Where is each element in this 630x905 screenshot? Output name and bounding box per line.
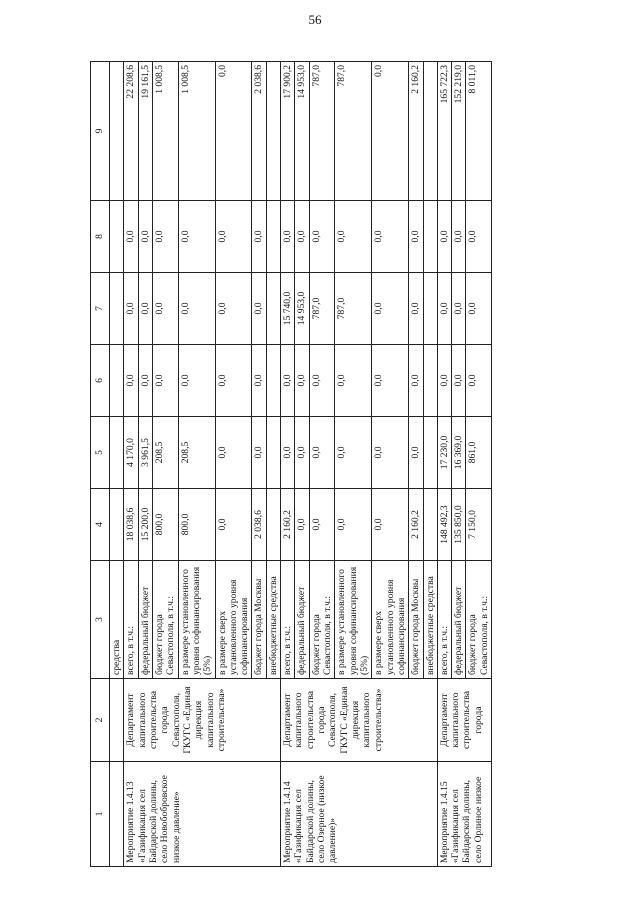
total-cell: 14 953,0 — [295, 62, 309, 201]
value-cell: 16 369,0 — [452, 417, 466, 489]
value-cell: 0,0 — [215, 201, 252, 273]
value-cell: 15 740,0 — [281, 273, 295, 345]
value-cell: 0,0 — [409, 345, 423, 417]
value-cell: 0,0 — [372, 417, 409, 489]
total-cell: 0,0 — [372, 62, 409, 201]
total-cell: 1 008,5 — [152, 62, 178, 201]
total-cell: 2 160,2 — [409, 62, 423, 201]
value-cell: 0,0 — [409, 417, 423, 489]
total-cell: 787,0 — [309, 62, 335, 201]
value-cell: 0,0 — [372, 273, 409, 345]
empty-cell — [110, 762, 124, 867]
source-cell: бюджет города Севастополя, в т.ч.: — [152, 561, 178, 679]
value-cell — [423, 273, 437, 345]
value-cell: 0,0 — [281, 417, 295, 489]
total-cell: 19 161,5 — [138, 62, 152, 201]
empty-cell — [110, 62, 124, 201]
value-cell: 0,0 — [124, 273, 138, 345]
value-cell: 0,0 — [372, 489, 409, 561]
value-cell: 0,0 — [281, 201, 295, 273]
header-cell: 3 — [91, 561, 110, 679]
value-cell: 0,0 — [252, 417, 266, 489]
header-row — [91, 62, 110, 867]
empty-cell — [110, 273, 124, 345]
executor-cell: Департамент капитального строительства города Севастополя, ГКУГС «Единая дирекция капитального строительства» — [124, 679, 281, 762]
value-cell: 0,0 — [152, 273, 178, 345]
measure-name-cell: Мероприятие 1.4.13 «Газификация сел Байдарской долины, село Новобобровское низкое давление» — [124, 762, 281, 867]
value-cell — [266, 273, 280, 345]
value-cell: 861,0 — [466, 417, 492, 489]
value-cell: 0,0 — [335, 489, 372, 561]
funding-table — [90, 61, 492, 867]
value-cell: 135 850,0 — [452, 489, 466, 561]
value-cell: 0,0 — [138, 345, 152, 417]
value-cell: 0,0 — [252, 345, 266, 417]
header-cell: 1 — [91, 762, 110, 867]
value-cell: 0,0 — [409, 273, 423, 345]
value-cell: 0,0 — [252, 273, 266, 345]
value-cell: 0,0 — [309, 201, 335, 273]
source-cell: в размере сверх установленного уровня софинансирования — [372, 561, 409, 679]
source-cell: бюджет города Москвы — [409, 561, 423, 679]
header-cell: 4 — [91, 489, 110, 561]
empty-cell — [110, 489, 124, 561]
header-cell: 8 — [91, 201, 110, 273]
value-cell: 7 150,0 — [466, 489, 492, 561]
table-row — [281, 62, 295, 867]
value-cell: 0,0 — [309, 345, 335, 417]
value-cell: 0,0 — [309, 489, 335, 561]
value-cell: 0,0 — [452, 345, 466, 417]
page-number: 56 — [308, 12, 322, 27]
value-cell: 800,0 — [152, 489, 178, 561]
total-cell — [423, 62, 437, 201]
value-cell — [423, 417, 437, 489]
value-cell: 0,0 — [409, 201, 423, 273]
value-cell: 0,0 — [281, 345, 295, 417]
empty-cell — [110, 679, 124, 762]
value-cell: 0,0 — [295, 489, 309, 561]
value-cell: 0,0 — [152, 201, 178, 273]
value-cell: 0,0 — [466, 201, 492, 273]
empty-cell — [110, 345, 124, 417]
value-cell: 0,0 — [178, 273, 215, 345]
continuation-row — [110, 62, 124, 867]
source-cell: бюджет города Севастополя, в т.ч.: — [466, 561, 492, 679]
value-cell: 0,0 — [452, 201, 466, 273]
value-cell: 0,0 — [215, 489, 252, 561]
value-cell — [266, 417, 280, 489]
value-cell: 0,0 — [309, 417, 335, 489]
source-cell: внебюджетные средства — [423, 561, 437, 679]
total-cell: 1 008,5 — [178, 62, 215, 201]
value-cell: 0,0 — [215, 345, 252, 417]
total-cell — [266, 62, 280, 201]
total-cell: 2 038,6 — [252, 62, 266, 201]
source-cell: в размере установленного уровня софинансирования (5%) — [335, 561, 372, 679]
value-cell: 0,0 — [335, 201, 372, 273]
value-cell: 0,0 — [152, 345, 178, 417]
value-cell: 0,0 — [215, 417, 252, 489]
value-cell: 208,5 — [152, 417, 178, 489]
value-cell: 17 230,0 — [437, 417, 451, 489]
value-cell — [266, 201, 280, 273]
value-cell: 0,0 — [215, 273, 252, 345]
value-cell — [423, 201, 437, 273]
total-cell: 17 900,2 — [281, 62, 295, 201]
value-cell: 0,0 — [124, 345, 138, 417]
value-cell: 0,0 — [138, 201, 152, 273]
value-cell: 3 961,5 — [138, 417, 152, 489]
header-cell: 7 — [91, 273, 110, 345]
empty-cell — [110, 417, 124, 489]
value-cell: 2 160,2 — [409, 489, 423, 561]
value-cell: 0,0 — [437, 345, 451, 417]
value-cell — [266, 345, 280, 417]
value-cell: 208,5 — [178, 417, 215, 489]
source-cell: федеральный бюджет — [138, 561, 152, 679]
value-cell: 2 160,2 — [281, 489, 295, 561]
measure-name-cell: Мероприятие 1.4.15 «Газификация сел Байдарской долины, село Орлиное низкое — [437, 762, 491, 867]
source-cell: всего, в т.ч.: — [281, 561, 295, 679]
value-cell: 148 492,3 — [437, 489, 451, 561]
source-cell: внебюджетные средства — [266, 561, 280, 679]
total-cell: 8 011,0 — [466, 62, 492, 201]
rotated-table-container — [90, 62, 590, 867]
value-cell: 0,0 — [252, 201, 266, 273]
executor-cell: Департамент капитального строительства города Севастополя, ГКУГС «Единая дирекция капитального строительства» — [281, 679, 438, 762]
total-cell: 22 208,6 — [124, 62, 138, 201]
value-cell: 0,0 — [138, 273, 152, 345]
source-cell: федеральный бюджет — [452, 561, 466, 679]
value-cell: 4 170,0 — [124, 417, 138, 489]
value-cell: 0,0 — [335, 345, 372, 417]
value-cell: 787,0 — [309, 273, 335, 345]
value-cell: 2 038,6 — [252, 489, 266, 561]
source-cell: бюджет города Москвы — [252, 561, 266, 679]
source-cell: в размере сверх установленного уровня софинансирования — [215, 561, 252, 679]
source-cell: в размере установленного уровня софинансирования (5%) — [178, 561, 215, 679]
header-cell: 2 — [91, 679, 110, 762]
empty-cell — [110, 201, 124, 273]
value-cell: 0,0 — [437, 273, 451, 345]
value-cell: 0,0 — [335, 417, 372, 489]
value-cell: 0,0 — [295, 417, 309, 489]
value-cell — [266, 489, 280, 561]
value-cell: 0,0 — [372, 201, 409, 273]
header-cell: 6 — [91, 345, 110, 417]
value-cell: 0,0 — [466, 273, 492, 345]
total-cell: 165 722,3 — [437, 62, 451, 201]
total-cell: 152 219,0 — [452, 62, 466, 201]
total-cell: 0,0 — [215, 62, 252, 201]
value-cell: 0,0 — [295, 201, 309, 273]
value-cell: 0,0 — [178, 201, 215, 273]
total-cell: 787,0 — [335, 62, 372, 201]
value-cell: 15 200,0 — [138, 489, 152, 561]
table-body — [91, 62, 492, 867]
value-cell: 14 953,0 — [295, 273, 309, 345]
value-cell: 0,0 — [372, 345, 409, 417]
value-cell: 0,0 — [452, 273, 466, 345]
value-cell: 0,0 — [466, 345, 492, 417]
value-cell: 0,0 — [178, 345, 215, 417]
source-cell: средства — [110, 561, 124, 679]
header-cell: 9 — [91, 62, 110, 201]
executor-cell: Департамент капитального строительства города — [437, 679, 491, 762]
value-cell — [423, 345, 437, 417]
source-cell: всего, в т.ч.: — [124, 561, 138, 679]
value-cell — [423, 489, 437, 561]
value-cell: 800,0 — [178, 489, 215, 561]
value-cell: 18 038,6 — [124, 489, 138, 561]
value-cell: 787,0 — [335, 273, 372, 345]
measure-name-cell: Мероприятие 1.4.14 «Газификация сел Байдарской долины, село Озерное (низкое давление)» — [281, 762, 438, 867]
value-cell: 0,0 — [437, 201, 451, 273]
value-cell: 0,0 — [124, 201, 138, 273]
source-cell: всего, в т.ч.: — [437, 561, 451, 679]
table-row — [437, 62, 451, 867]
source-cell: федеральный бюджет — [295, 561, 309, 679]
source-cell: бюджет города Севастополя, в т.ч.: — [309, 561, 335, 679]
table-row — [124, 62, 138, 867]
value-cell: 0,0 — [295, 345, 309, 417]
header-cell: 5 — [91, 417, 110, 489]
